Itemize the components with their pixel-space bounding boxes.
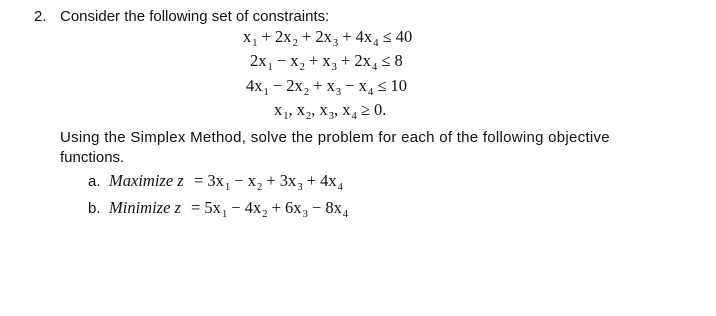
part-a-label: Maximize z: [109, 171, 184, 190]
constraint-3: $4x_1 - 2x_2 + x_3 - x_4 \le 10$: [246, 76, 407, 98]
problem-intro: Consider the following set of constraints:: [60, 8, 330, 25]
constraint-1: $x_1 + 2x_2 + 2x_3 + 4x_4 \le 40$: [243, 27, 413, 49]
part-a-objective: = $3x_1 - x_2 + 3x_3 + 4x_4$: [194, 171, 343, 193]
constraint-2: $2x_1 - x_2 + x_3 + 2x_4 \le 8$: [250, 51, 403, 73]
problem-number: 2.: [34, 8, 47, 25]
instruction-line-1: Using the Simplex Method, solve the problem for each of the following objective: [60, 129, 610, 146]
part-a-letter: a.: [88, 173, 101, 190]
part-b-letter: b.: [88, 200, 101, 217]
part-b-objective: = $5x_1 - 4x_2 + 6x_3 - 8x_4$: [191, 198, 349, 220]
instruction-line-2: functions.: [60, 149, 125, 166]
part-b-label: Minimize z: [109, 198, 181, 217]
non-negativity-constraint: $x_1$, $x_2$, $x_3$, $x_4 \ge 0$.: [274, 100, 387, 122]
